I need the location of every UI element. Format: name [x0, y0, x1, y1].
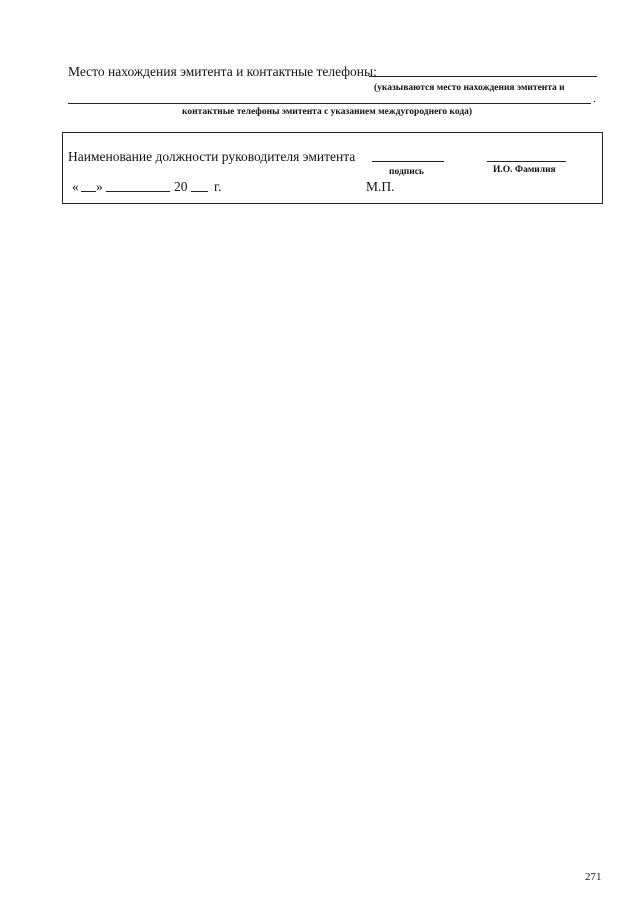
- signature-line: [372, 161, 444, 162]
- location-hint-line2: контактные телефоны эмитента с указанием междугороднего кода): [182, 107, 473, 117]
- date-year-suffix: г.: [214, 179, 222, 194]
- page-number: 271: [585, 871, 602, 883]
- location-fill-line-2: [68, 103, 591, 104]
- date-month-line: [106, 191, 170, 192]
- signature-caption: подпись: [389, 167, 424, 177]
- location-label: Место нахождения эмитента и контактные телефоны:: [68, 64, 377, 79]
- date-close-quote: »: [96, 179, 103, 194]
- location-trailing-dot: .: [593, 93, 596, 105]
- date-year-line: [191, 191, 208, 192]
- location-fill-line-1: [369, 76, 597, 77]
- name-line: [487, 161, 566, 162]
- stamp-label: М.П.: [366, 179, 395, 194]
- position-label: Наименование должности руководителя эмитента: [68, 149, 356, 164]
- date-day-line: [81, 191, 96, 192]
- date-open-quote: «: [72, 179, 79, 194]
- name-caption: И.О. Фамилия: [493, 165, 556, 175]
- location-hint-line1: (указываются место нахождения эмитента и: [374, 83, 565, 93]
- date-year-prefix: 20: [174, 179, 188, 194]
